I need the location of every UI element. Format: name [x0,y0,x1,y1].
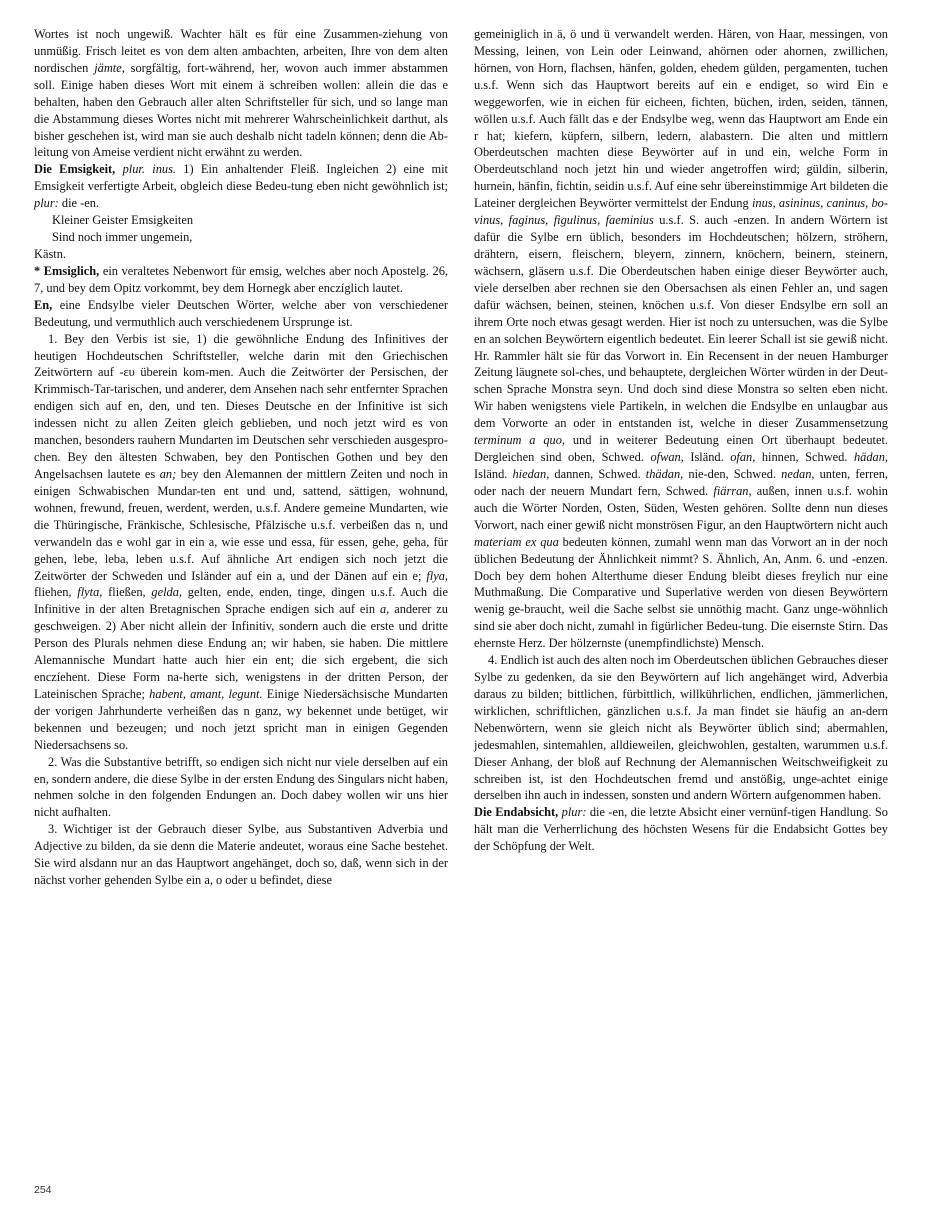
paragraph [474,26,888,652]
text-run: plur: [34,196,59,211]
text-run: 1. Bey den Verbis ist sie, 1) die gewöhnliche Endung des Infinitives der heutigen Hochdeutschen Schriftsteller, welche darin mit den Griechischen Zeitwörtern auf -ευ überein kom-men. Auch die Zeitwörter der Persischen, der Krimmisch-Tar-tarischen, und anderer, dem Ansehen nach sehr entfernter Sprachen endigen sich auf en, den, und ten. Dieses Deutsche en der Infinitive ist sich indessen nicht zu allen Zeiten gleich geblieben, und noch jetzt wird es von manchen, besonders rauhern Mundarten im Deutschen sehr verschieden ausgespro-chen. Bey den ältesten Schwaben, bey den Pontischen Gothen und bey den Angelsachsen lautete es [34,331,448,481]
paragraph [34,26,448,161]
text-run: bedeuten können, zumahl wenn man das Vorwort an in der noch üblichen Bedeutung der Ähnlichkeit nimmt? S. Ähnlich, An, Anm. 6. und -enzen. Doch bey dem hohen Alterthume dieser Endung bleibt dieses freylich nur eine Muthmaßung. Die Comparative und Superlative werden von diesen Beywörtern wenig ge-braucht, weil die Sache selbst sie unnöthig macht. Ganz unge-wöhnlich sind sie aber doch nicht, zumahl in figürlicher Bedeu-tung. Die eisernste Stirn. Das ehernste Herz. Der hölzernste (unempfindlichste) Mensch. [474,534,888,651]
text-run: plur: [558,805,587,820]
entry-headword: Die Emsigkeit, [34,162,116,177]
text-run: plur. inus. [115,162,177,177]
text-run: fliehen, [34,585,78,600]
paragraph [34,754,448,822]
paragraph [474,652,888,804]
paragraph [34,821,448,889]
text-run: fließen, [102,585,152,600]
text-run: ein veraltetes Nebenwort für emsig, welches aber noch Apostelg. 26, 7, und bey dem Opitz vorkommt, bey dem Hornegk aber enczíglich lautet. [34,263,448,295]
paragraph [34,246,448,263]
text-run: Wortes ist noch ungewiß. Wachter hält es für eine Zusammen-ziehung von unmüßig. Frisch leitet es von dem alten ambachten, arbeiten, Ihre von dem alten nordischen [34,27,448,75]
text-run: geldɑ, [151,585,183,600]
text-run: nedan, [781,466,815,481]
text-run: thädan, [645,466,684,481]
text-run: die -en, die letzte Absicht einer vernünf-tigen Handlung. So hält man die Verherrlichung des höchsten Wesens für die Endabsicht Gottes bey der Schöpfung der Welt. [474,805,888,854]
text-run: 3. Wichtiger ist der Gebrauch dieser Sylbe, aus Substantiven Adverbia und Adjective zu bilden, da sie denn die Materie andeutet, woraus eine Sache bestehet. Sie wird alsdann nur an das Hauptwort angehänget, doch so, daß, wenn sich in der nächst vorher gehenden Sylbe ein a, o oder u befindet, diese [34,822,448,888]
text-run: u.s.f. S. auch -enzen. In andern Wörtern ist dafür die Sylbe ern üblich, besonders im Hochdeutschen; hölzern, ströhern, drähtern, eisern, fleischern, bleyern, zinnern, knöchern, beinern, steinern, wächsern, gläsern u.s.f. Die Oberdeutschen haben einige dieser Beywörter auch, viele derselben aber rechnen sie den Obersachsen als einen Fehler an, und sagen dafür wächsen, beinen, steinen, knöchen u.s.f. Von dieser Endsylbe ern soll an ihrem Orte noch etwas gesagt werden. Hier ist noch zu untersuchen, was die Sylbe en an solchen Beywörtern eigentlich bedeutet. Ein leerer Schall ist sie gewiß nicht. Hr. Rammler hält sie für das Vorwort in. Ein Recensent in der neuen Hamburger Zeitung läugnete sol-ches, und behauptete, dergleichen Wörter würden in der Deut-schen Sprache Monstra seyn. Und doch sind diese Monstra so selten eben nicht. Wir haben wenigstens viele Partikeln, in welchen die Endsylbe en unlaugbar aus dem Vorworte an oder in entstanden ist, welche in dieser Zusammensetzung [474,213,888,431]
text-run: Kleiner Geister Emsigkeiten [52,213,194,228]
text-run: 1) Ein anhaltender Fleiß. Ingleichen 2) eine mit Emsigkeit verfertigte Arbeit, obgleich diese Bedeu-tung eben nicht gewöhnlich ist; [34,162,449,194]
text-run: sorgfältig, fort-während, her, wovon auch immer abstammen soll. Einige haben dieses Wort mit einem ä schreiben wollen: allein die das e behalten, haben den Gebrauch aller alten Schriftsteller für sich, und so lange man die Abstammung dieses Wortes nicht mit mehrerer Wahrscheinlichkeit darthut, als bisher geschehen ist, wird man sie auch deshalb nicht tadeln können; denn die Ab-leitung von Ameise verdient nicht erwähnt zu werden. [34,60,448,160]
paragraph [34,297,448,331]
text-run: außen, innen u.s.f. wohin auch die Wörter Norden, Osten, Süden, Westen gehören. Sollte denn nun dieses Vorwort, nach einer gewiß nicht monströsen Figur, an den Hauptwörtern nicht auch [474,483,889,532]
text-run: gelten, ende, enden, tinge, dingen u.s.f. Auch die Infinitive in der alten Bretagnischen Sprache endigen sich auf ein [34,585,448,617]
two-column-layout [34,26,905,1166]
text-run: fiärran, [713,483,752,498]
text-run: anderer zu geschweigen. 2) Aber nicht allein der Infinitiv, sondern auch die erste und dritte Person des Plurals nehmen diese Endung an; wir haben, sie haben. Die mittlere Alemannische Mundart hatte auch hier ein ent; die sich ergebent, die sich enczíehent. Diese Form na-herte sich, wenigstens in der dritten Person, der Lateinischen Sprache; [34,602,448,701]
text-run: 2. Was die Substantive betrifft, so endigen sich nicht nur viele derselben auf ein en, sondern andere, die diese Sylbe in der ersten Endung des Singulars nicht haben, nehmen solche in den folgenden Endungen an. Doch dabey wollen wir uns hier nicht aufhalten. [34,754,448,820]
text-run: terminum a quo, [474,433,566,448]
text-run: ofan, [730,450,756,465]
text-run: hädan, [853,450,889,465]
text-run: Kästn. [34,246,67,261]
right-text-column [474,26,888,1166]
paragraph [34,229,448,246]
text-run: jämte, [94,60,125,75]
text-run: flytɑ, [77,585,103,600]
text-run: die -en. [58,196,100,211]
text-run: nie-den, Schwed. [683,466,782,481]
text-run: Isländ. [683,450,731,465]
text-run: hiedan, [512,466,550,481]
text-run: 4. Endlich ist auch des alten noch im Oberdeutschen üblichen Gebrauches dieser Sylbe zu gedenken, da sie den Beywörtern auf lich angehänget wird, Adverbia daraus zu bilden; bittlichen, fürbittlich, willkührlichen, endlichen, jämmerlichen, wirklichen, schriftlichen, gänzlichen u.s.f. Ja man findet sie häufig an an-dern Nebenwörtern, wenn sie gleich nicht als Beywörter üblich sind; abermahlen, jedesmahlen, sintemahlen, alldieweilen, gleichwohlen, gestalten, warummen u.s.f. Dieser Anhang, der bloß auf Rechnung der Alemannischen Weitschweifigkeit zu schreiben ist, ist den Hochdeutschen fremd und anstößig, unge-achtet einige derselben ihn auch in indessen, sonsten und andern Wörtern aufgenommen haben. [474,653,888,803]
text-run: Isländ. [474,466,513,481]
text-run: eine Endsylbe vieler Deutschen Wörter, welche aber von verschiedener Bedeutung, und vermuthlich auch verschiedenem Ursprunge ist. [34,297,448,329]
text-run: und in weiterer Bedeutung einen Ort überhaupt bedeutet. Dergleichen sind oben, Schwed. [474,433,888,465]
text-run: Einige Niedersächsische Mundarten der vorigen Jahrhunderte verheißen das n ganz, wy bekennet unde betüget, wir bekennen und bezeugen; und noch jetzt spricht man in einigen Gegenden Niedersachsens so. [34,686,448,752]
text-run: bey den Alemannen der mittlern Zeiten und noch in einigen Schwabischen Mundar-ten ent und und, sattend, sättigen, wohnund, wohnen, frewund, freuen, werdent, werden, u.s.f. Andere gemeine Mundarten, wie die Thüringische, Fränkische, Schlesische, Pfälzische u.s.f. verbeißen das n, und verwandeln das e wohl gar in ein a, wie esse und essa, für essen, gehe, geha, für gehen, lebe, leba, leben u.s.f. Auf ähnliche Art endigen sich noch jetzt die Zeitwörter der Schweden und Isländer auf ein a, und der Dänen auf ein e; [34,466,448,583]
text-run: hinnen, Schwed. [755,450,854,465]
text-run: ofwan, [650,450,684,465]
paragraph [34,263,448,297]
entry-headword: Die Endabsicht, [474,805,559,820]
entry-headword: * Emsiglich, [34,263,100,278]
text-run: an; [159,466,177,481]
text-run: materiam ex qua [474,534,559,549]
text-run: a, [379,602,390,617]
left-text-column [34,26,448,1166]
text-run: dannen, Schwed. [549,466,646,481]
entry-headword: En, [34,297,53,312]
paragraph [474,804,888,855]
text-run: flyɑ, [426,568,448,583]
text-run: Sind noch immer ungemein, [52,230,193,245]
text-run: inus, asininus, caninus, bo-vinus, faginus, figulinus, faeminius [474,196,888,228]
text-run: unten, ferren, oder nach der neuern Mundart fern, Schwed. [474,466,888,498]
paragraph [34,161,448,212]
text-run: habent, amant, legunt. [149,686,263,701]
paragraph [34,212,448,229]
paragraph [34,331,448,754]
page-number: 254 [34,1184,52,1196]
text-run: gemeiniglich in ä, ö und ü verwandelt werden. Hären, von Haar, messingen, von Messing, leinen, von Lein oder Leinwand, ahörnen oder ahornen, zwillichen, hörnen, von Horn, flachsen, hänfen, golden, ehedem gülden, pergamenten, tuchen u.s.f. Wenn sich das Hauptwort bereits auf ein e endiget, so wird Ein e weggeworfen, wie in eichen für eicheen, fichten, büchen, irden, seiden, tännen, wöllen u.s.f. Auch fällt das e der Endsylbe weg, wenn das Hauptwort am Ende ein r hat; kiefern, küpfern, silbern, ledern, alabastern. Die alten und mittlern Oberdeutschen machten diese Beywörter auf in und ein, welche Form in Oberdeutschland noch jetzt hin und wieder angetroffen wird; güldin, silberin, hurnein, hänfin, fichtin, seidin u.s.f. Auf eine sehr übereinstimmige Art bildeten die Lateiner dergleichen Beywörter vermittelst der Endung [474,27,888,211]
